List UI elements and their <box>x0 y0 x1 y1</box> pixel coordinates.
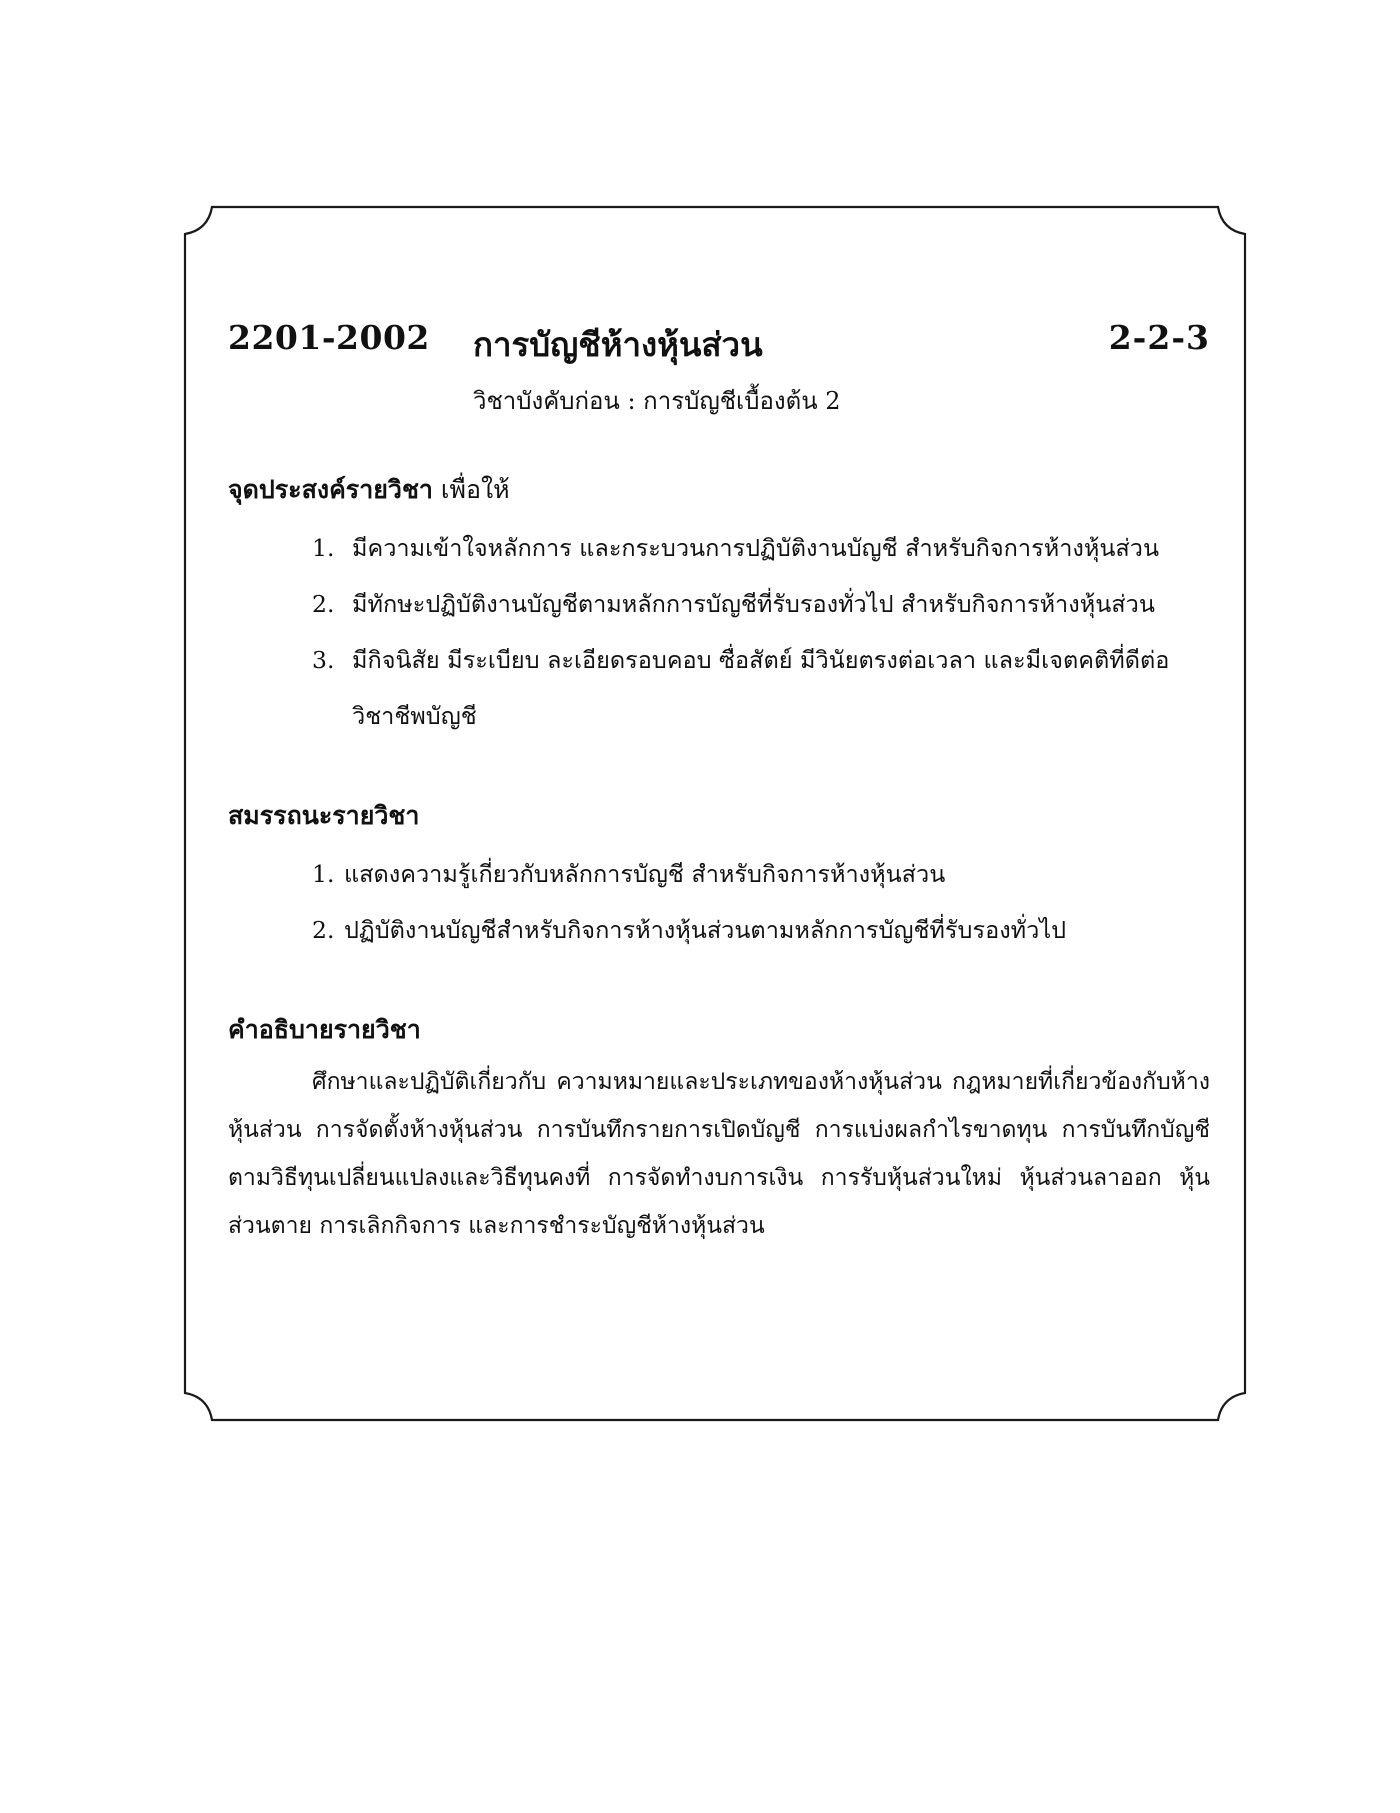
course-title: การบัญชีห้างหุ้นส่วน <box>473 325 763 364</box>
list-item-text: มีกิจนิสัย มีระเบียบ ละเอียดรอบคอบ ซื่อสัตย์ มีวินัยตรงต่อเวลา และมีเจตคติที่ดีต่อวิชาชีพบัญชี <box>352 646 1170 730</box>
competencies-list <box>228 846 1210 958</box>
list-item-text: แสดงความรู้เกี่ยวกับหลักการบัญชี สำหรับกิจการห้างหุ้นส่วน <box>344 860 946 888</box>
competencies-heading-label: สมรรถนะรายวิชา <box>228 801 420 830</box>
course-description-page <box>228 318 1210 1273</box>
objectives-heading-label: จุดประสงค์รายวิชา <box>228 475 433 504</box>
list-item <box>228 632 1210 744</box>
list-item <box>228 846 1210 902</box>
list-item <box>228 520 1210 576</box>
description-heading <box>228 1010 1210 1050</box>
description-heading-label: คำอธิบายรายวิชา <box>228 1015 421 1044</box>
list-item-number: 3. <box>312 646 335 674</box>
course-code: 2201-2002 <box>228 318 430 357</box>
prerequisite-line: วิชาบังคับก่อน : การบัญชีเบื้องต้น 2 <box>473 387 841 415</box>
course-credits: 2-2-3 <box>1108 318 1210 357</box>
list-item-text: ปฏิบัติงานบัญชีสำหรับกิจการห้างหุ้นส่วนตามหลักการบัญชีที่รับรองทั่วไป <box>344 916 1067 944</box>
list-item-number: 1. <box>312 534 335 562</box>
description-paragraph: ศึกษาและปฏิบัติเกี่ยวกับ ความหมายและประเภทของห้างหุ้นส่วน กฎหมายที่เกี่ยวข้องกับห้างหุ้นส่วน การจัดตั้งห้างหุ้นส่วน การบันทึกรายการเปิดบัญชี การแบ่งผลกำไรขาดทุน การบันทึกบัญชีตามวิธีทุนเปลี่ยนแปลงและวิธีทุนคงที่ การจัดทำงบการเงิน การรับหุ้นส่วนใหม่ หุ้นส่วนลาออก หุ้นส่วนตาย การเลิกกิจการ และการชำระบัญชีห้างหุ้นส่วน <box>228 1069 1210 1239</box>
list-item-number: 2. <box>312 590 335 618</box>
list-item-number: 1. <box>312 860 335 888</box>
objectives-heading-suffix: เพื่อให้ <box>440 475 510 504</box>
list-item-text: มีทักษะปฏิบัติงานบัญชีตามหลักการบัญชีที่รับรองทั่วไป สำหรับกิจการห้างหุ้นส่วน <box>352 590 1155 618</box>
list-item-text: มีความเข้าใจหลักการ และกระบวนการปฏิบัติงานบัญชี สำหรับกิจการห้างหุ้นส่วน <box>352 534 1160 562</box>
list-item <box>228 576 1210 632</box>
objectives-list <box>228 520 1210 744</box>
objectives-heading <box>228 470 1210 510</box>
competencies-heading <box>228 796 1210 836</box>
course-header <box>228 318 1210 378</box>
list-item-number: 2. <box>312 916 335 944</box>
list-item <box>228 902 1210 958</box>
